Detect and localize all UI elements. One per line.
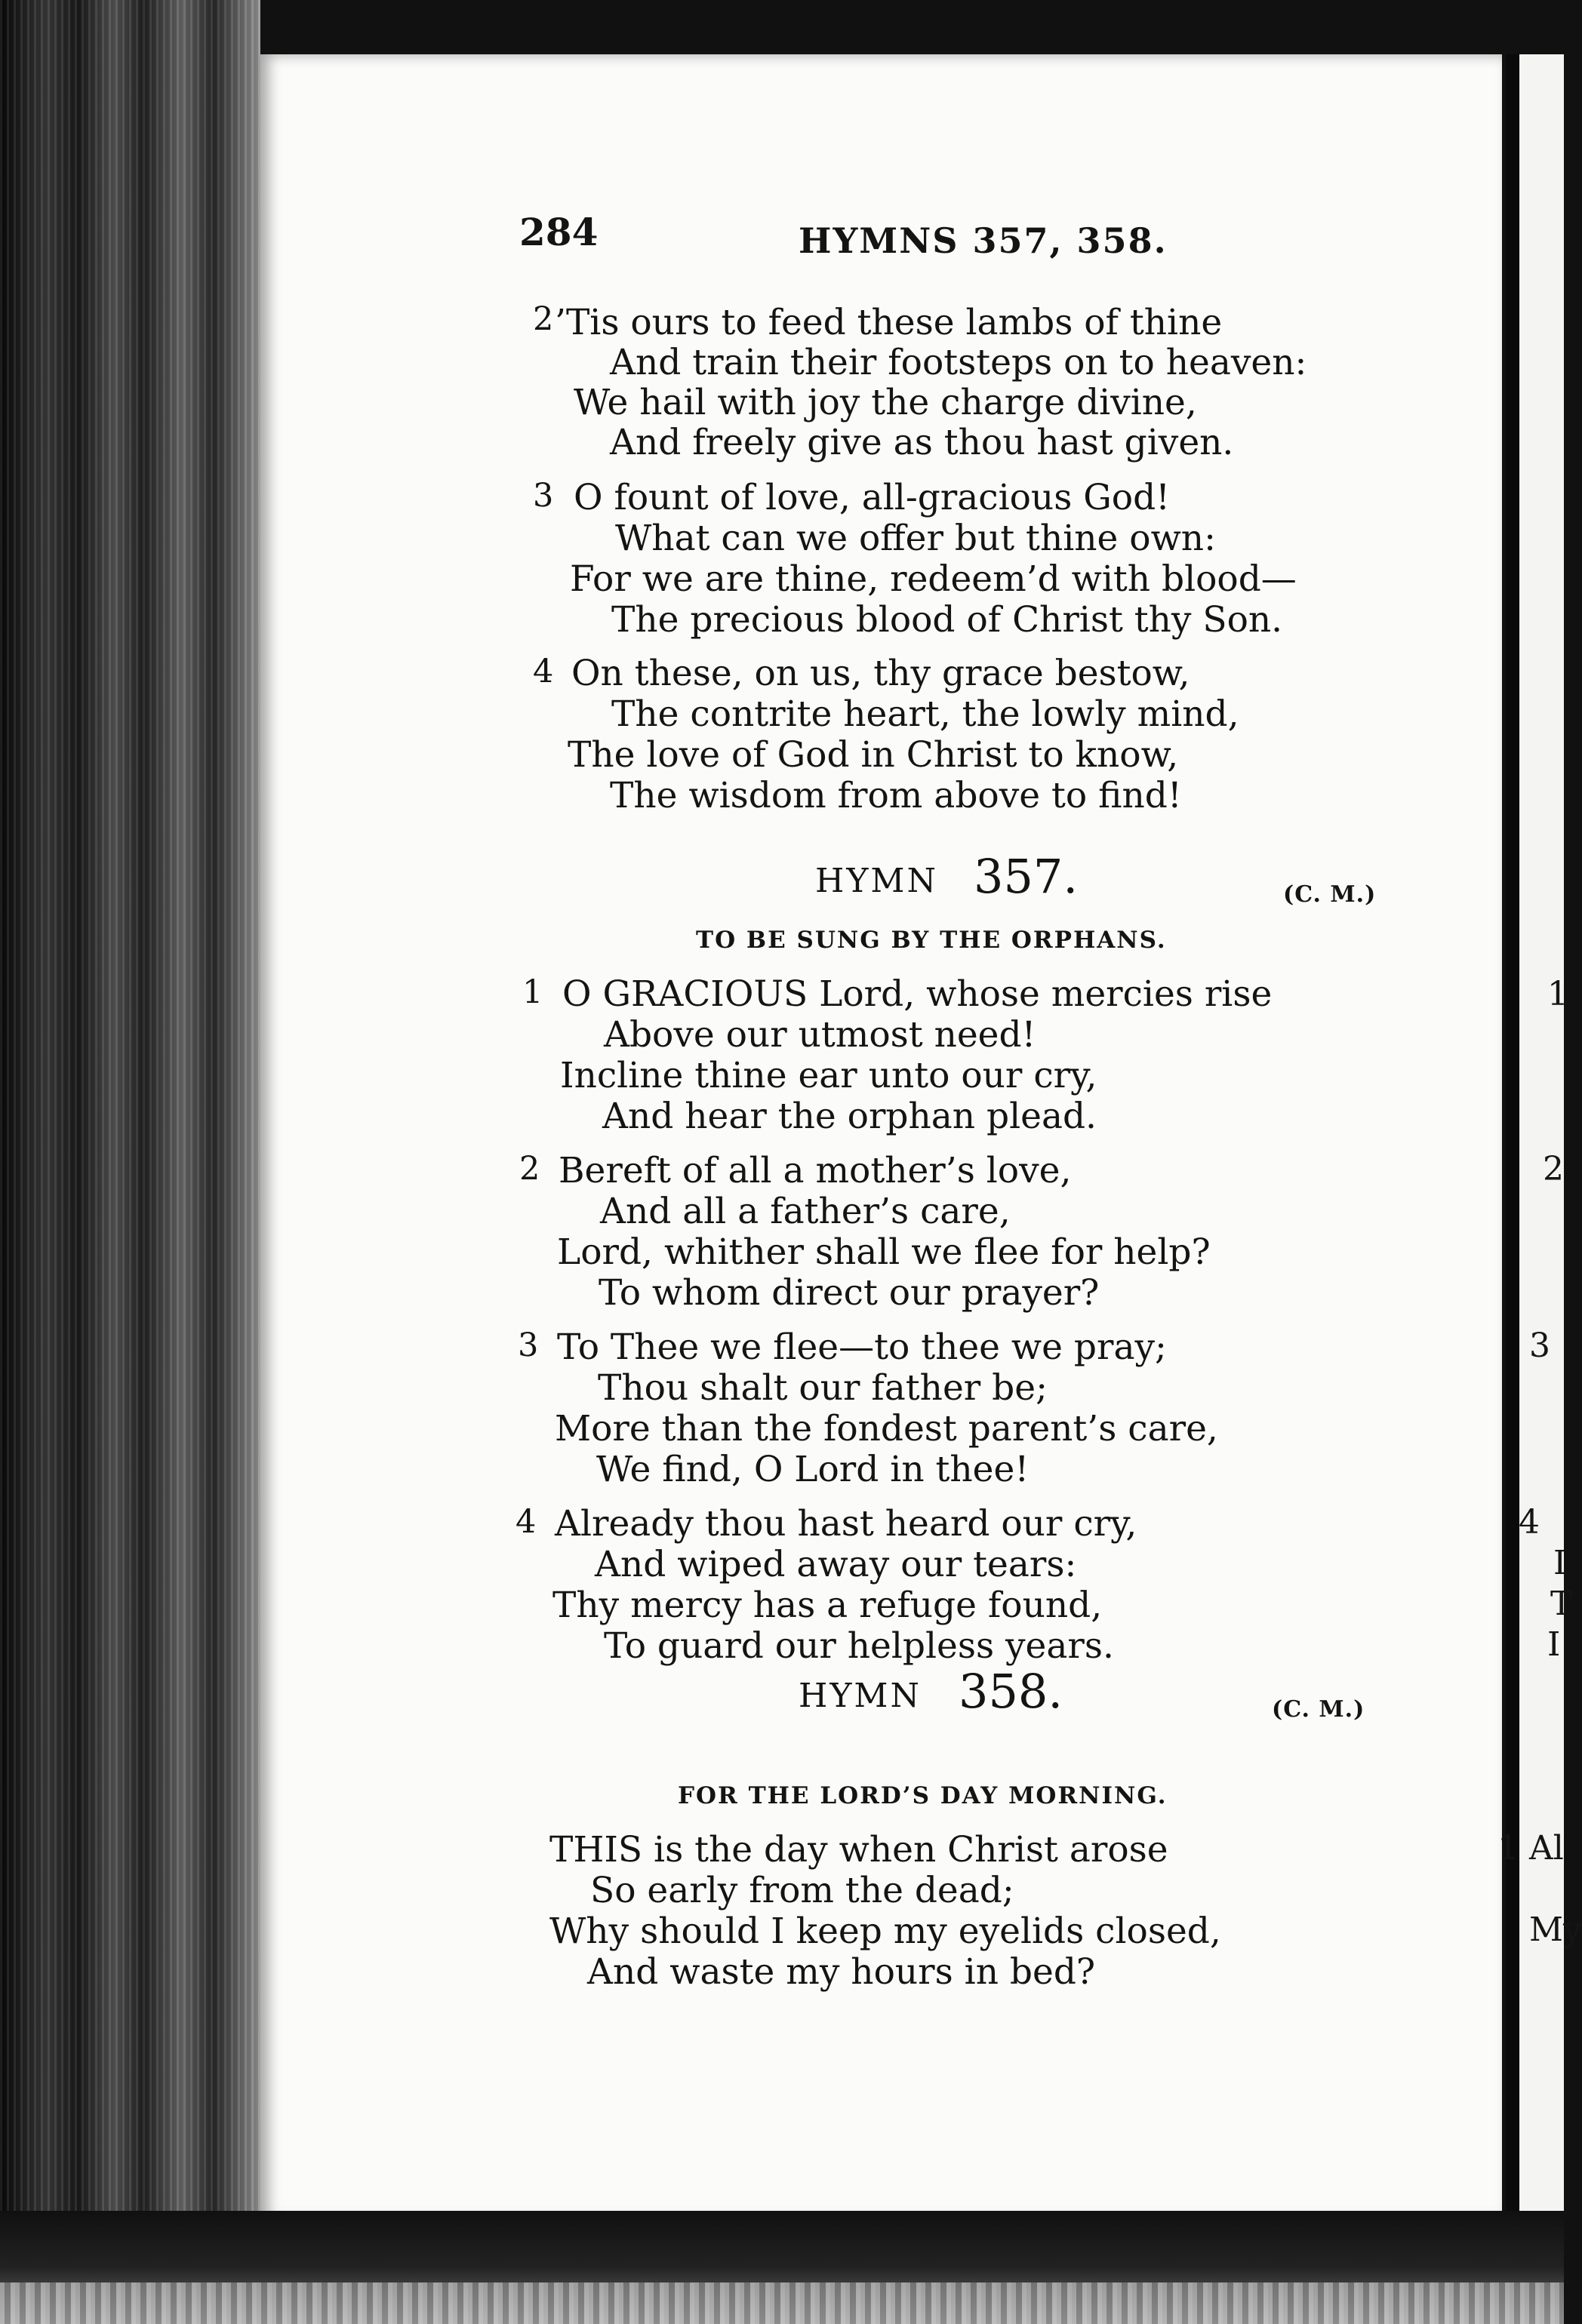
verse-line: Incline thine ear unto our cry, [560, 1055, 1097, 1096]
verse-line: More than the fondest parent’s care, [555, 1408, 1218, 1449]
verse-line: O GRACIOUS Lord, whose mercies rise [562, 973, 1273, 1015]
verse-number: 4 [533, 653, 554, 690]
hymn-label: HYMN [815, 862, 938, 900]
verse-line: And train their footsteps on to heaven: [610, 342, 1307, 383]
facing-page-fragment: 2 [1543, 1150, 1564, 1188]
verse-line: Bereft of all a mother’s love, [559, 1150, 1072, 1191]
verse-line: O fount of love, all-gracious God! [574, 477, 1171, 518]
hymn-number: 357. [974, 849, 1079, 904]
facing-page-edge [1506, 54, 1567, 2220]
facing-page-fragment: I [1553, 1544, 1567, 1582]
verse-line: We find, O Lord in thee! [596, 1449, 1030, 1490]
hymn-subtitle: FOR THE LORD’S DAY MORNING. [678, 1782, 1168, 1809]
verse-line: Lord, whither shall we flee for help? [557, 1231, 1211, 1273]
verse-line: THIS is the day when Christ arose [549, 1829, 1168, 1871]
verse-line: The love of God in Christ to know, [568, 734, 1179, 776]
verse-line: To Thee we flee—to thee we pray; [557, 1326, 1167, 1368]
verse-line: To whom direct our prayer? [599, 1272, 1100, 1314]
verse-line: What can we offer but thine own: [615, 518, 1216, 559]
verse-line: Thy mercy has a refuge found, [552, 1585, 1103, 1626]
verse-line: And hear the orphan plead. [602, 1096, 1097, 1137]
verse-number: 3 [533, 477, 554, 515]
verse-line: To guard our helpless years. [604, 1625, 1114, 1667]
verse-line: The precious blood of Christ thy Son. [611, 599, 1283, 641]
hymn-label: HYMN [799, 1677, 922, 1715]
facing-page-fragment: 1 Al [1497, 1829, 1564, 1868]
verse-number: 1 [522, 973, 543, 1011]
facing-page-fragment: T [1550, 1585, 1573, 1623]
verse-line: And waste my hours in bed? [587, 1951, 1096, 1993]
verse-line: On these, on us, thy grace bestow, [571, 653, 1190, 694]
verse-number: 3 [518, 1326, 539, 1364]
verse-line: ’Tis ours to feed these lambs of thine [555, 302, 1223, 343]
verse-line: Above our utmost need! [604, 1014, 1036, 1056]
running-header-title: HYMNS 357, 358. [799, 220, 1168, 261]
verse-line: And all a father’s care, [600, 1191, 1011, 1232]
facing-page-fragment: 3 [1529, 1326, 1550, 1365]
verse-line: The wisdom from above to find! [610, 775, 1182, 816]
hymn-meter: (C. M.) [1272, 1696, 1365, 1723]
verse-line: We hail with joy the charge divine, [574, 382, 1197, 423]
verse-line: Thou shalt our father be; [598, 1367, 1048, 1409]
page-number: 284 [519, 210, 599, 254]
verse-line: And freely give as thou hast given. [610, 422, 1234, 463]
verse-number: 2 [519, 1150, 540, 1188]
facing-page-fragment: I [1547, 1625, 1561, 1664]
hymn-number: 358. [959, 1664, 1063, 1719]
verse-number: 4 [516, 1503, 537, 1541]
facing-page-fragment: 4 [1519, 1503, 1540, 1542]
verse-line: For we are thine, redeem’d with blood— [570, 558, 1297, 600]
verse-line: Why should I keep my eyelids closed, [549, 1911, 1221, 1952]
hymn-subtitle: TO BE SUNG BY THE ORPHANS. [696, 927, 1167, 954]
verse-line: So early from the dead; [590, 1870, 1014, 1911]
hymn-meter: (C. M.) [1283, 881, 1377, 908]
verse-line: The contrite heart, the lowly mind, [611, 693, 1239, 735]
facing-page-fragment: My [1529, 1911, 1582, 1949]
facing-page-fragment: 1 [1547, 975, 1568, 1013]
verse-number: 2 [533, 300, 554, 338]
verse-line: And wiped away our tears: [595, 1544, 1077, 1585]
verse-line: Already thou hast heard our cry, [555, 1503, 1137, 1545]
scan-bottom-edge [0, 2211, 1564, 2324]
book-binding-edge [0, 0, 260, 2324]
